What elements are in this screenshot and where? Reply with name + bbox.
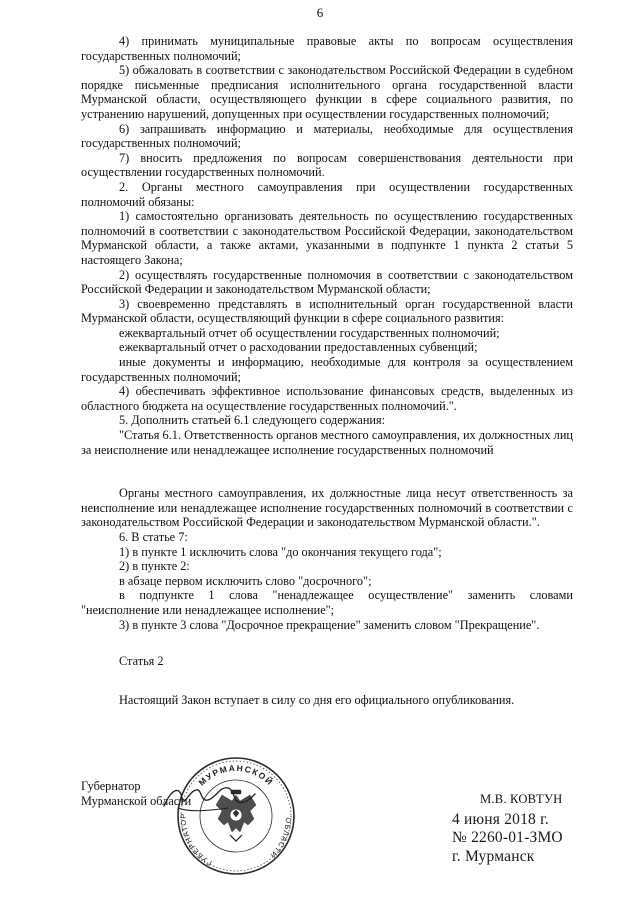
paragraph: ежеквартальный отчет о расходовании предоставленных субвенций; xyxy=(119,340,478,355)
governor-name: М.В. КОВТУН xyxy=(480,792,563,806)
seal-text-left: ГУБЕРНАТОР xyxy=(178,812,214,868)
paragraph: 2) осуществлять государственные полномочия в соответствии с законодательством Российской Федерации и законодательством Мурманской области; xyxy=(81,267,573,297)
paragraph: 5) обжаловать в соответствии с законодательством Российской Федерации в судебном порядке письменные предписания исполнительного органа государственной власти Мурманской области, осуществляющего функции в сфере социального развития, по устранению нарушений, допущенных при осуществлении государственных полномочий; xyxy=(81,63,573,121)
paragraph: в абзаце первом исключить слово "досрочного"; xyxy=(119,573,372,588)
paragraph: 4) принимать муниципальные правовые акты по вопросам осуществления государственных полномочий; xyxy=(81,34,573,63)
document-body xyxy=(81,34,573,707)
svg-text:ОБЛАСТИ xyxy=(268,817,293,860)
paragraph: иные документы и информацию, необходимые для контроля за осуществлением государственных полномочий; xyxy=(81,355,573,384)
paragraph: 2. Органы местного самоуправления при осуществлении государственных полномочий обязаны: xyxy=(81,179,573,209)
paragraph: в подпункте 1 слова "ненадлежащее осуществление" заменить словами "неисполнение или ненадлежащее исполнение"; xyxy=(81,588,573,617)
article-heading: "Статья 6.1. Ответственность органов местного самоуправления, их должностных лиц за неисполнение или ненадлежащее исполнение государственных полномочий xyxy=(81,428,573,457)
paragraph: 1) самостоятельно организовать деятельность по осуществлению государственных полномочий в соответствии с законодательством Российской Федерации, законодательством Мурманской области, а также актами, указанными в подпункте 1 пункта 2 статьи 5 настоящего Закона; xyxy=(81,209,573,267)
article-title: Статья 2 xyxy=(119,654,164,669)
official-seal xyxy=(175,755,297,877)
paragraph: Настоящий Закон вступает в силу со дня его официального опубликования. xyxy=(119,692,515,707)
double-headed-eagle-icon xyxy=(216,790,256,841)
paragraph: 7) вносить предложения по вопросам совершенствования деятельности при осуществлении государственных полномочий. xyxy=(81,150,573,180)
paragraph: 3) в пункте 3 слова "Досрочное прекращение" заменить словом "Прекращение". xyxy=(119,617,540,632)
paragraph: 6. В статье 7: xyxy=(119,530,188,544)
svg-text:МУРМАНСКОЙ xyxy=(197,763,277,788)
paragraph: ежеквартальный отчет об осуществлении государственных полномочий; xyxy=(119,325,500,340)
paragraph: 4) обеспечивать эффективное использование финансовых средств, выделенных из областного бюджета на осуществление государственных полномочий.". xyxy=(81,384,573,413)
seal-text-top: МУРМАНСКОЙ xyxy=(196,762,276,788)
governor-title xyxy=(81,779,191,809)
paragraph: 2) в пункте 2: xyxy=(119,559,190,574)
paragraph: 6) запрашивать информацию и материалы, необходимые для осуществления государственных полномочий; xyxy=(81,121,573,151)
governor-title-line2: Мурманской области xyxy=(81,794,192,808)
svg-text:ГУБЕРНАТОР xyxy=(179,812,214,867)
signing-date: 4 июня 2018 г. xyxy=(452,811,549,828)
paragraph: 1) в пункте 1 исключить слова "до окончания текущего года"; xyxy=(119,544,442,559)
signing-city: г. Мурманск xyxy=(452,848,535,865)
governor-title-line1: Губернатор xyxy=(81,779,141,793)
page-number: 6 xyxy=(316,5,324,20)
paragraph: 5. Дополнить статьей 6.1 следующего содержания: xyxy=(119,413,386,428)
paragraph: 3) своевременно представлять в исполнительный орган государственной власти Мурманской области, осуществляющий функции в сфере социального развития: xyxy=(81,296,573,326)
law-number: № 2260-01-ЗМО xyxy=(452,829,563,846)
paragraph: Органы местного самоуправления, их должностные лица несут ответственность за неисполнение или ненадлежащее исполнение государственных полномочий в соответствии с законодательством Российской Федерации и законодательством Мурманской области.". xyxy=(81,486,573,530)
handwritten-signature xyxy=(158,778,258,818)
seal-text-right: ОБЛАСТИ xyxy=(267,817,293,861)
